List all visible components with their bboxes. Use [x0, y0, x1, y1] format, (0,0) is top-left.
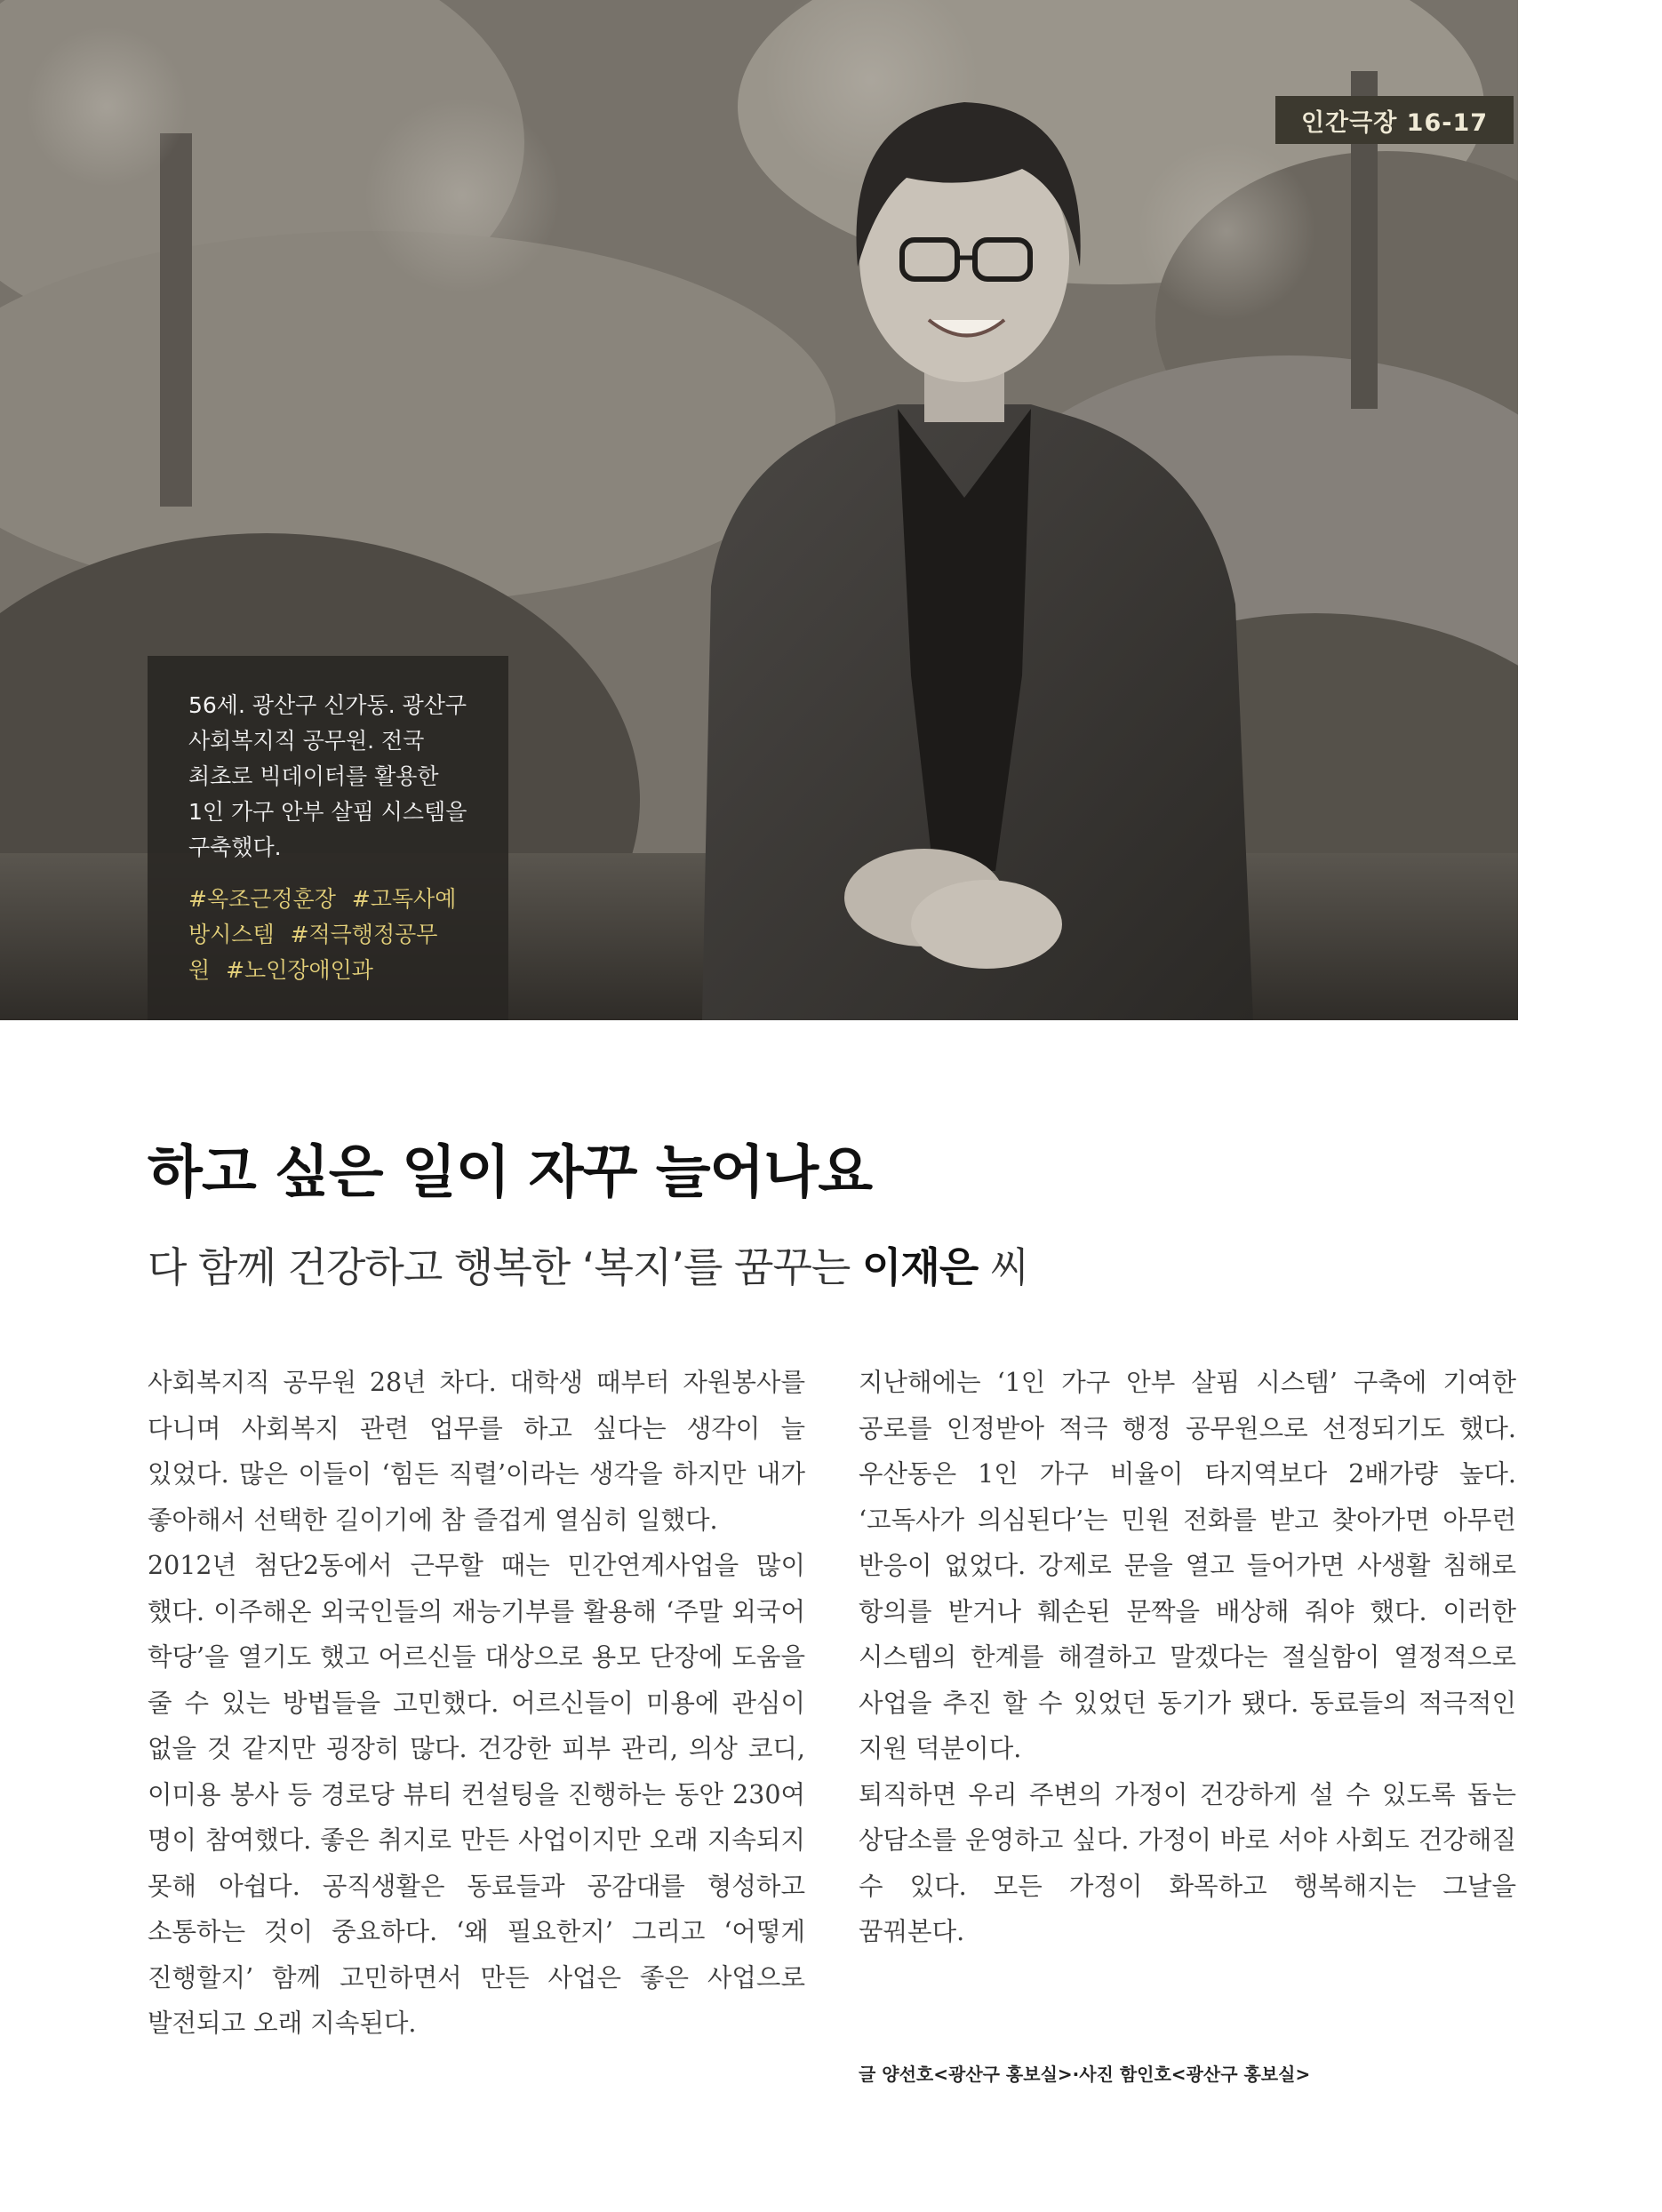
- body-column-left: [148, 1360, 805, 2047]
- body-paragraph: 지난해에는 ‘1인 가구 안부 살핌 시스템’ 구축에 기여한 공로를 인정받아 적극 행정 공무원으로 선정되기도 했다. 우산동은 1인 가구 비율이 타지역보다 2배가량 높다. ‘고독사가 의심된다’는 민원 전화를 받고 찾아가면 아무런 반응이 없었다. 강제로 문을 열고 들어가면 사생활 침해로 항의를 받거나 훼손된 문짝을 배상해 줘야 했다. 이러한 시스템의 한계를 해결하고 말겠다는 절실함이 열정적으로 사업을 추진 할 수 있었던 동기가 됐다. 동료들의 적극적인 지원 덕분이다.: [859, 1368, 1516, 1763]
- byline-credit: 글 양선호<광산구 홍보실>·사진 함인호<광산구 홍보실>: [859, 2064, 1311, 2085]
- hero-photo: [0, 0, 1518, 1020]
- subheadline-text: 다 함께 건강하고 행복한 ‘복지’를 꿈꾸는: [148, 1243, 851, 1291]
- profile-caption: [148, 656, 508, 1020]
- hashtag: #적극행정공무원: [188, 922, 438, 983]
- body-paragraph: 퇴직하면 우리 주변의 가정이 건강하게 설 수 있도록 돕는 상담소를 운영하고 싶다. 가정이 바로 서야 사회도 건강해질 수 있다. 모든 가정이 화목하고 행복해지는 그날을 꿈꿔본다.: [859, 1779, 1516, 1946]
- hashtag: #옥조근정훈장: [188, 886, 336, 912]
- hashtag-list: [188, 882, 467, 988]
- interviewee-name: 이재은: [861, 1243, 979, 1291]
- body-column-right: [859, 1360, 1516, 1955]
- hashtag: #노인장애인과: [226, 957, 373, 983]
- caption-text: 56세. 광산구 신가동. 광산구 사회복지직 공무원. 전국 최초로 빅데이터를 활용한 1인 가구 안부 살핌 시스템을 구축했다.: [188, 692, 467, 860]
- article-subheadline: [148, 1235, 1028, 1294]
- hashtag: #고독사예방시스템: [188, 886, 457, 947]
- body-paragraph: 사회복지직 공무원 28년 차다. 대학생 때부터 자원봉사를 다니며 사회복지 관련 업무를 하고 싶다는 생각이 늘 있었다. 많은 이들이 ‘힘든 직렬’이라는 생각을 하지만 내가 좋아해서 선택한 길이기에 참 즐겁게 열심히 일했다.: [148, 1368, 805, 1535]
- body-paragraph: 2012년 첨단2동에서 근무할 때는 민간연계사업을 많이 했다. 이주해온 외국인들의 재능기부를 활용해 ‘주말 외국어 학당’을 열기도 했고 어르신들 대상으로 용모 단장에 도움을 줄 수 있는 방법들을 고민했다. 어르신들이 미용에 관심이 없을 것 같지만 굉장히 많다. 건강한 피부 관리, 의상 코디, 이미용 봉사 등 경로당 뷰티 컨설팅을 진행하는 동안 230여 명이 참여했다. 좋은 취지로 만든 사업이지만 오래 지속되지 못해 아쉽다. 공직생활은 동료들과 공감대를 형성하고 소통하는 것이 중요하다. ‘왜 필요한지’ 그리고 ‘어떻게 진행할지’ 함께 고민하면서 만든 사업은 좋은 사업으로 발전되고 오래 지속된다.: [148, 1551, 805, 2038]
- section-tag: 인간극장 16-17: [1275, 96, 1514, 144]
- subheadline-suffix: 씨: [989, 1243, 1029, 1291]
- article-headline: 하고 싶은 일이 자꾸 늘어나요: [148, 1140, 873, 1206]
